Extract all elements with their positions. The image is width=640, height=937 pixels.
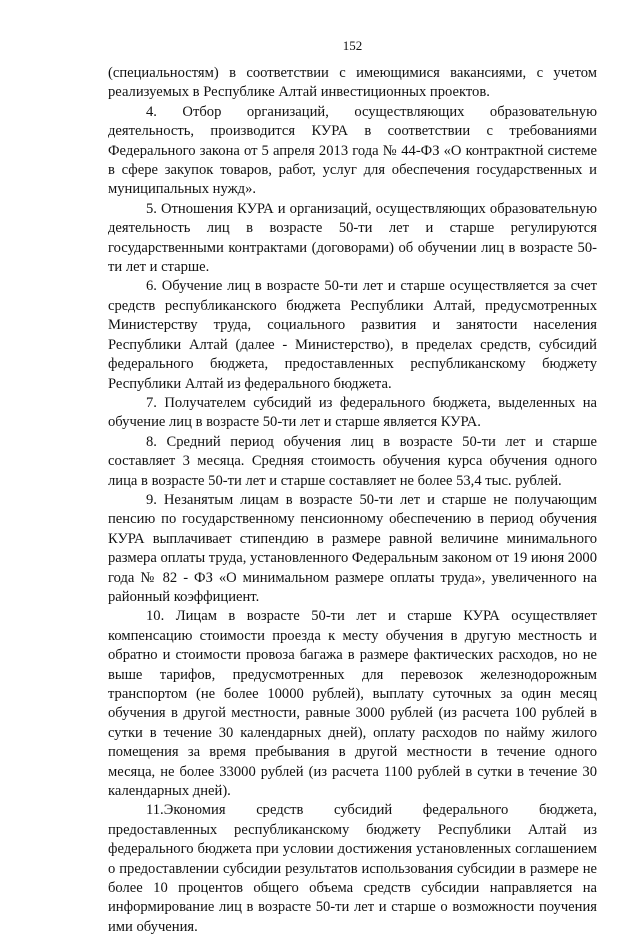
page-number: 152 [342, 38, 363, 53]
paragraph-7: 7. Получателем субсидий из федерального бюджета, выделенных на обучение лиц в возрасте 50-ти лет и старше является КУРА. [108, 394, 597, 431]
paragraph-5: 5. Отношения КУРА и организаций, осуществляющих образовательную деятельность лиц в возрасте 50-ти лет и старше регулируются государственными контрактами (договорами) об обучении лиц в возрасте 50-ти лет и старше. [108, 200, 597, 276]
paragraph-8: 8. Средний период обучения лиц в возрасте 50-ти лет и старше составляет 3 месяца. Средняя стоимость обучения курса обучения одного лица в возрасте 50-ти лет и старше составляет не более 53,4 тыс. рублей. [108, 433, 597, 489]
paragraph-9: 9. Незанятым лицам в возрасте 50-ти лет и старше не получающим пенсию по государственному пенсионному обеспечению в период обучения КУРА выплачивает стипендию в размере равной величине минимального размера оплаты труда, установленного Федеральным законом от 19 июня 2000 года № 82 - ФЗ «О минимальном размере оплаты труда», увеличенного на районный коэффициент. [108, 491, 597, 605]
paragraph-4: 4. Отбор организаций, осуществляющих образовательную деятельность, производится КУРА в соответствии с требованиями Федерального закона от 5 апреля 2013 года № 44-ФЗ «О контрактной системе в сфере закупок товаров, работ, услуг для обеспечения государственных и муниципальных нужд». [108, 103, 597, 198]
paragraph-continuation: (специальностям) в соответствии с имеющимися вакансиями, с учетом реализуемых в Республике Алтай инвестиционных проектов. [108, 65, 597, 101]
paragraph-11: 11.Экономия средств субсидий федерального бюджета, предоставленных республиканскому бюджету Республики Алтай из федерального бюджета при условии достижения установленных соглашением о предоставлении субсидии результатов использования субсидии в размере не более 10 процентов общего объема средств субсидии направляется на информирование лиц в возрасте 50-ти лет и старше о возможности поучения ими обучения. [108, 802, 597, 935]
paragraph-10: 10. Лицам в возрасте 50-ти лет и старше КУРА осуществляет компенсацию стоимости проезда к месту обучения в другую местность и обратно и стоимости провоза багажа в размере фактических расходов, но не выше тарифов, предусмотренных для перевозок железнодорожным транспортом (не более 10000 рублей), выплату суточных за один месяц обучения в другой местности, равные 3000 рублей (из расчета 100 рублей в сутки в течение 30 календарных дней), оплату расходов по найму жилого помещения за время пребывания в другой местности в течение одного месяца, не более 33000 рублей (из расчета 1100 рублей в сутки в течение 30 календарных дней). [108, 608, 597, 800]
paragraph-6: 6. Обучение лиц в возрасте 50-ти лет и старше осуществляется за счет средств республиканского бюджета Республики Алтай, предусмотренных Министерству труда, социального развития и занятости населения Республики Алтай (далее - Министерство), в пределах средств, субсидий федерального бюджета, предоставленных республиканскому бюджету Республики Алтай из федерального бюджета. [108, 278, 597, 392]
